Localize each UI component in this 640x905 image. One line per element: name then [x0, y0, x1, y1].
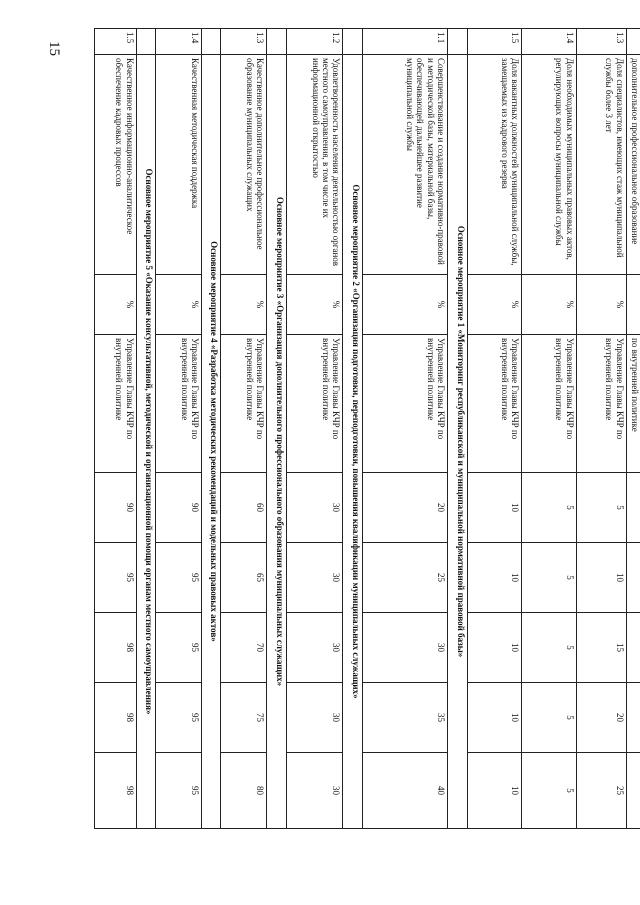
responsible-executor: по внутренней политике — [626, 335, 640, 473]
target-value: 30 — [286, 753, 343, 829]
empty-cell — [626, 683, 640, 753]
target-value: 70 — [221, 613, 267, 683]
row-number: 1.4 — [156, 29, 202, 55]
indicator-name: Качественное информационно-аналитическое обеспечение кадровых процессов — [95, 55, 137, 275]
section-title: Основное мероприятие 2 «Организация подготовки, переподготовки, повышения квалификации муниципальных служащих» — [343, 55, 363, 829]
section-title: Основное мероприятие 3 «Организация дополнительного профессионального образования муниципальных служащих» — [267, 55, 287, 829]
responsible-executor: Управление Главы КЧР по внутренней политике — [363, 335, 448, 473]
unit: % — [95, 275, 137, 335]
empty-cell — [267, 29, 287, 55]
target-value: 90 — [156, 473, 202, 543]
indicator-name: Доля специалистов, имеющих стаж муниципальной службы более 3 лет — [576, 55, 626, 275]
indicator-name: Удовлетворенность населения деятельностью органов местного самоуправления, в том числе их информационной открытостью — [286, 55, 343, 275]
target-value: 30 — [286, 683, 343, 753]
target-value: 20 — [363, 473, 448, 543]
page-number: 15 — [46, 41, 62, 56]
unit: % — [221, 275, 267, 335]
target-value: 5 — [522, 543, 576, 613]
table-row — [156, 29, 202, 829]
target-value: 98 — [95, 753, 137, 829]
target-value: 20 — [576, 683, 626, 753]
target-value: 65 — [221, 543, 267, 613]
row-number: 1.1 — [363, 29, 448, 55]
section-title: Основное мероприятие 5 «Оказание консультативной, методической и организационной помощи органам местного самоуправления» — [136, 55, 156, 829]
indicator-name: Качественное дополнительное профессиональное образование муниципальных служащих — [221, 55, 267, 275]
responsible-executor: Управление Главы КЧР по внутренней политике — [576, 335, 626, 473]
table-wrapper — [94, 28, 640, 828]
target-value: 10 — [467, 683, 521, 753]
empty-cell — [343, 29, 363, 55]
section-row — [201, 29, 221, 829]
target-value: 5 — [522, 613, 576, 683]
table-row — [522, 29, 576, 829]
target-value: 40 — [363, 753, 448, 829]
row-number: 1.2 — [286, 29, 343, 55]
empty-cell — [626, 543, 640, 613]
indicator-name: Доля необходимых муниципальных правовых актов, регулирующих вопросы муниципальной службы — [522, 55, 576, 275]
section-row — [136, 29, 156, 829]
row-number: 1.3 — [221, 29, 267, 55]
target-value: 25 — [576, 753, 626, 829]
table-row — [221, 29, 267, 829]
indicator-name: Доля вакантных должностей муниципальной службы, замещаемых из кадрового резерва — [467, 55, 521, 275]
row-number: 1.3 — [576, 29, 626, 55]
target-value: 60 — [221, 473, 267, 543]
responsible-executor: Управление Главы КЧР по внутренней политике — [95, 335, 137, 473]
section-row — [267, 29, 287, 829]
target-value: 95 — [95, 543, 137, 613]
table-row — [626, 29, 640, 829]
unit: % — [522, 275, 576, 335]
section-title: Основное мероприятие 1 «Мониторинг республиканской и муниципальной нормативной правовой базы» — [448, 55, 468, 829]
target-value: 15 — [576, 613, 626, 683]
unit: % — [467, 275, 521, 335]
row-number: 1.4 — [522, 29, 576, 55]
target-value: 10 — [576, 543, 626, 613]
target-value: 5 — [576, 473, 626, 543]
target-value: 30 — [363, 613, 448, 683]
indicators-table — [94, 28, 640, 829]
target-value: 10 — [467, 753, 521, 829]
target-value: 10 — [467, 473, 521, 543]
target-value: 95 — [156, 683, 202, 753]
row-number: 1.5 — [467, 29, 521, 55]
empty-cell — [626, 473, 640, 543]
target-value: 80 — [221, 753, 267, 829]
unit: % — [156, 275, 202, 335]
responsible-executor: Управление Главы КЧР по внутренней политике — [286, 335, 343, 473]
table-row — [467, 29, 521, 829]
target-value: 30 — [286, 473, 343, 543]
target-value: 95 — [156, 543, 202, 613]
table-row — [286, 29, 343, 829]
target-value: 75 — [221, 683, 267, 753]
empty-cell — [626, 29, 640, 55]
responsible-executor: Управление Главы КЧР по внутренней политике — [522, 335, 576, 473]
target-value: 5 — [522, 473, 576, 543]
indicator-name: Качественная методическая поддержка — [156, 55, 202, 275]
target-value: 95 — [156, 613, 202, 683]
table-body — [95, 29, 640, 829]
empty-cell — [448, 29, 468, 55]
indicator-name: Совершенствование и создание нормативно-правовой и методической базы, материальной базы, обеспечивающей дальнейшее развитие муниципальной службы — [363, 55, 448, 275]
section-row — [448, 29, 468, 829]
target-value: 10 — [467, 543, 521, 613]
unit: % — [286, 275, 343, 335]
section-title: Основное мероприятие 4 «Разработка методических рекомендаций и модельных правовых актов» — [201, 55, 221, 829]
target-value: 30 — [286, 613, 343, 683]
target-value: 25 — [363, 543, 448, 613]
table-row — [363, 29, 448, 829]
responsible-executor: Управление Главы КЧР по внутренней политике — [467, 335, 521, 473]
indicator-name: дополнительное профессиональное образование — [626, 55, 640, 275]
unit: % — [363, 275, 448, 335]
rotated-table-container — [94, 28, 640, 828]
empty-cell — [626, 753, 640, 829]
target-value: 35 — [363, 683, 448, 753]
target-value: 10 — [467, 613, 521, 683]
target-value: 90 — [95, 473, 137, 543]
target-value: 98 — [95, 683, 137, 753]
target-value: 5 — [522, 683, 576, 753]
responsible-executor: Управление Главы КЧР по внутренней политике — [221, 335, 267, 473]
table-row — [576, 29, 626, 829]
target-value: 98 — [95, 613, 137, 683]
target-value: 30 — [286, 543, 343, 613]
empty-cell — [626, 613, 640, 683]
target-value: 95 — [156, 753, 202, 829]
target-value: 5 — [522, 753, 576, 829]
empty-cell — [136, 29, 156, 55]
unit: % — [576, 275, 626, 335]
table-row — [95, 29, 137, 829]
empty-cell — [201, 29, 221, 55]
responsible-executor: Управление Главы КЧР по внутренней политике — [156, 335, 202, 473]
empty-cell — [626, 275, 640, 335]
row-number: 1.5 — [95, 29, 137, 55]
section-row — [343, 29, 363, 829]
